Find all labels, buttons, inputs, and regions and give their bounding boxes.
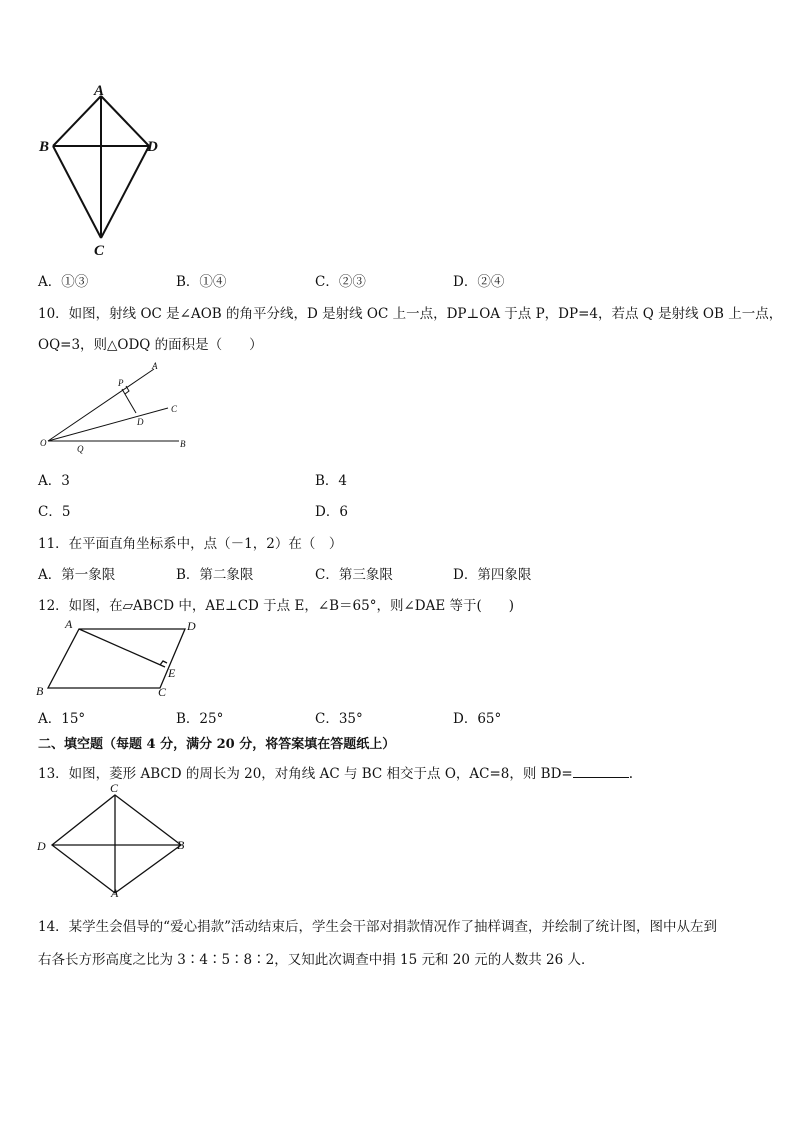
q9-label-d: D [147, 139, 158, 155]
q10-label-q: Q [77, 444, 84, 454]
q9-option-d[interactable]: D．②④ [453, 274, 505, 290]
q10-option-b[interactable]: B．4 [315, 473, 348, 489]
q10-label-o: O [40, 438, 47, 448]
q12-label-b: B [36, 684, 44, 698]
q11-option-d[interactable]: D．第四象限 [453, 567, 532, 583]
q13-label-c: C [110, 781, 119, 795]
q11-stem: 11．在平面直角坐标系中，点（－1，2）在（ ） [38, 536, 343, 552]
q13-label-a: A [111, 886, 119, 898]
q9-label-c: C [94, 243, 105, 259]
q12-parallelogram-figure [32, 616, 212, 700]
q12-option-c[interactable]: C．35° [315, 711, 363, 727]
q12-option-a[interactable]: A．15° [38, 711, 86, 727]
q10-stem-line2: OQ=3，则△ODQ 的面积是（ ） [38, 337, 263, 353]
section-heading: 二、填空题（每题 4 分，满分 20 分，将答案填在答题纸上） [38, 737, 396, 752]
q13-stem: 13．如图，菱形 ABCD 的周长为 20，对角线 AC 与 BC 相交于点 O，AC=8，则 BD= [38, 766, 573, 782]
q9-kite-figure [36, 80, 166, 260]
q10-label-b: B [180, 439, 186, 449]
q13-answer-blank[interactable] [573, 765, 629, 778]
q11-option-c[interactable]: C．第三象限 [315, 567, 393, 583]
q10-label-a: A [152, 361, 158, 371]
q13-rhombus-figure [34, 780, 194, 898]
q12-label-c: C [158, 685, 167, 699]
q10-label-d: D [137, 417, 144, 427]
q10-label-c: C [171, 404, 178, 414]
q12-label-a: A [65, 617, 73, 631]
q10-option-c[interactable]: C．5 [38, 504, 71, 520]
q9-label-b: B [39, 139, 50, 155]
q9-option-a[interactable]: A．①③ [38, 274, 89, 290]
q14-stem-line2: 右各长方形高度之比为 3∶4∶5∶8∶2，又知此次调查中捐 15 元和 20 元的人数共 26 人． [38, 952, 595, 968]
q10-option-a[interactable]: A．3 [38, 473, 70, 489]
q10-stem-line1: 10．如图，射线 OC 是∠AOB 的角平分线，D 是射线 OC 上一点，DP⊥OA 于点 P，DP=4，若点 Q 是射线 OB 上一点， [38, 306, 783, 322]
q13-stem-end: . [628, 766, 634, 782]
q12-option-b[interactable]: B．25° [176, 711, 224, 727]
q10-option-d[interactable]: D．6 [315, 504, 348, 520]
q12-option-d[interactable]: D．65° [453, 711, 502, 727]
q13-stem-line [38, 762, 633, 782]
q13-label-d: D [37, 839, 46, 853]
q9-option-c[interactable]: C．②③ [315, 274, 366, 290]
q9-label-a: A [94, 83, 105, 99]
q9-option-b[interactable]: B．①④ [176, 274, 227, 290]
q10-label-p: P [118, 378, 124, 388]
q11-option-a[interactable]: A．第一象限 [38, 567, 116, 583]
q12-stem: 12．如图，在▱ABCD 中，AE⊥CD 于点 E，∠B＝65°，则∠DAE 等于( ) [38, 598, 515, 614]
q12-label-d: D [187, 619, 196, 633]
q11-option-b[interactable]: B．第二象限 [176, 567, 254, 583]
q14-stem-line1: 14．某学生会倡导的“爱心捐款”活动结束后，学生会干部对捐款情况作了抽样调查，并绘制了统计图，图中从左到 [38, 919, 717, 935]
q10-angle-figure [36, 358, 196, 458]
q12-label-e: E [168, 666, 176, 680]
q13-label-b: B [177, 838, 185, 852]
